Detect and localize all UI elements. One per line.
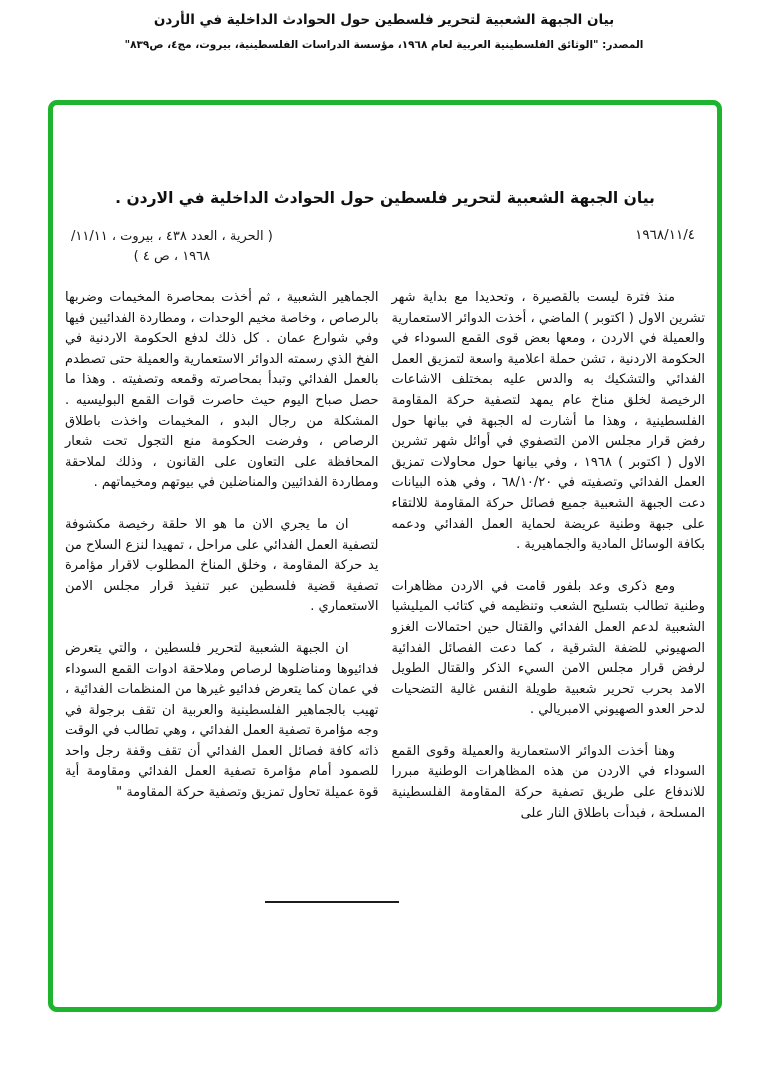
page-header <box>0 12 768 51</box>
header-source-line: المصدر: "الوثائق الفلسطينية العربية لعام ١٩٦٨، مؤسسة الدراسات الفلسطينية، بيروت، مج٤، ص٨٣٩" <box>124 39 644 51</box>
reference-line-2: ١٩٦٨ ، ص ٤ ) <box>133 249 211 264</box>
paragraph: ان الجبهة الشعبية لتحرير فلسطين ، والتي يتعرض فدائيوها ومناضلوها لرصاص وملاحقة ادوات القمع السوداء في عمان كما يتعرض فدائيو غيرها من المنظمات الفدائية ، تهيب بالجماهير الفلسطينية والعربية ان تقف برجولة في وجه مؤامرة تصفية العمل الفدائي ، وهي تطالب في الوقت ذاته كافة فصائل العمل الفدائي أن تقف وقفة رجل واحد للصمود أمام مؤامرة تصفية العمل الفدائي ومقاومة أية قوة عميلة تحاول تمزيق وتصفية حركة المقاومة " <box>65 640 379 801</box>
paragraph: الجماهير الشعبية ، ثم أخذت بمحاصرة المخيمات وضربها بالرصاص ، وخاصة مخيم الوحدات ، ومطاردة الفدائيين فيها وفي شوارع عمان . كل ذلك لدفع الحكومة الاردنية في الفخ الذي رسمته الدوائر الاستعمارية والعميلة حتى تصطدم بالعمل الفدائي وتبدأ بمحاصرته وقمعه وتصفيته . وهذا ما حصل صباح اليوم حيث حاصرت قوات القمع البوليسيه . المشكلة من رجال البدو ، المخيمات واخذت باطلاق الرصاص ، وفرضت الحكومة منع التجول تحت شعار المحافظة على التعاون على القانون ، وذلك لملاحقة ومطاردة الفدائيين والمناضلين في بيوتهم ومخيماتهم . <box>65 290 379 491</box>
document-reference <box>71 227 273 267</box>
document-meta-row <box>63 227 707 267</box>
document-frame <box>48 100 722 1012</box>
document-title: بيان الجبهة الشعبية لتحرير فلسطين حول الحوادث الداخلية في الاردن . <box>115 189 655 207</box>
column-right <box>392 288 706 845</box>
header-title: بيان الجبهة الشعبية لتحرير فلسطين حول الحوادث الداخلية في الأردن <box>153 12 615 28</box>
document-date: ١٩٦٨/١١/٤ <box>635 227 695 243</box>
column-left <box>65 288 379 845</box>
paragraph: ان ما يجري الان ما هو الا حلقة رخيصة مكشوفة لتصفية العمل الفدائي على مراحل ، تمهيدا لنزع السلاح من يد حركة المقاومة ، وخلق المناخ المطلوب لاقرار مؤامرة تصفية قضية فلسطين عبر تنفيذ قرار مجلس الامن الاستعماري . <box>65 516 379 615</box>
paragraph: ومع ذكرى وعد بلفور قامت في الاردن مظاهرات وطنية تطالب بتسليح الشعب وتنظيمه في كتائب الميليشيا الشعبية لدعم العمل الفدائي والقتال حين احتمالات الغزو الصهيوني للضفة الشرقية ، كما دعت الفصائل الفدائية لرفض قرار مجلس الامن السيء الذكر والقتال الطويل الامد بحرب تحرير شعبية طويلة النفس غالية التضحيات لدحر العدو الصهيوني الامبريالي . <box>391 578 705 718</box>
body-columns <box>63 288 707 845</box>
reference-line-1: ( الحرية ، العدد ٤٣٨ ، بيروت ، ١١/١١/ <box>71 229 273 244</box>
paragraph: منذ فترة ليست بالقصيرة ، وتحديدا مع بداية شهر تشرين الاول ( اكتوبر ) الماضي ، أخذت الدوائر الاستعمارية والعميلة في الاردن ، ومعها بعض قوى القمع السوداء في الحكومة الاردنية ، تشن حملة اعلامية واسعة لتمزيق العمل الفدائي والتشكيك به والدس عليه بمختلف الاشاعات الرخيصة لخلق مناخ عام يمهد لتصفية حركة المقاومة الفلسطينية ، وهذا ما أشارت له الجبهة في بيانها حول رفض قرار مجلس الامن التصفوي في أوائل شهر تشرين الاول ( اكتوبر ) ١٩٦٨ ، وفي بيانها حول محاولات تمزيق العمل الفدائي وتصفيته في ٦٨/١٠/٢٠ ، وفي هذه البيانات دعت الجبهة الشعبية جميع فصائل حركة المقاومة للالتقاء على جبهة وطنية عريضة لحماية العمل الفدائي ودعمه بكافة الوسائل المادية والجماهيرية . <box>391 290 705 553</box>
paragraph: وهنا أخذت الدوائر الاستعمارية والعميلة وقوى القمع السوداء في الاردن من هذه المظاهرات الوطنية مبررا للاندفاع على طريق تصفية حركة المقاومة الفلسطينية المسلحة ، فبدأت باطلاق النار على <box>391 743 705 821</box>
end-of-document-divider <box>265 901 399 903</box>
